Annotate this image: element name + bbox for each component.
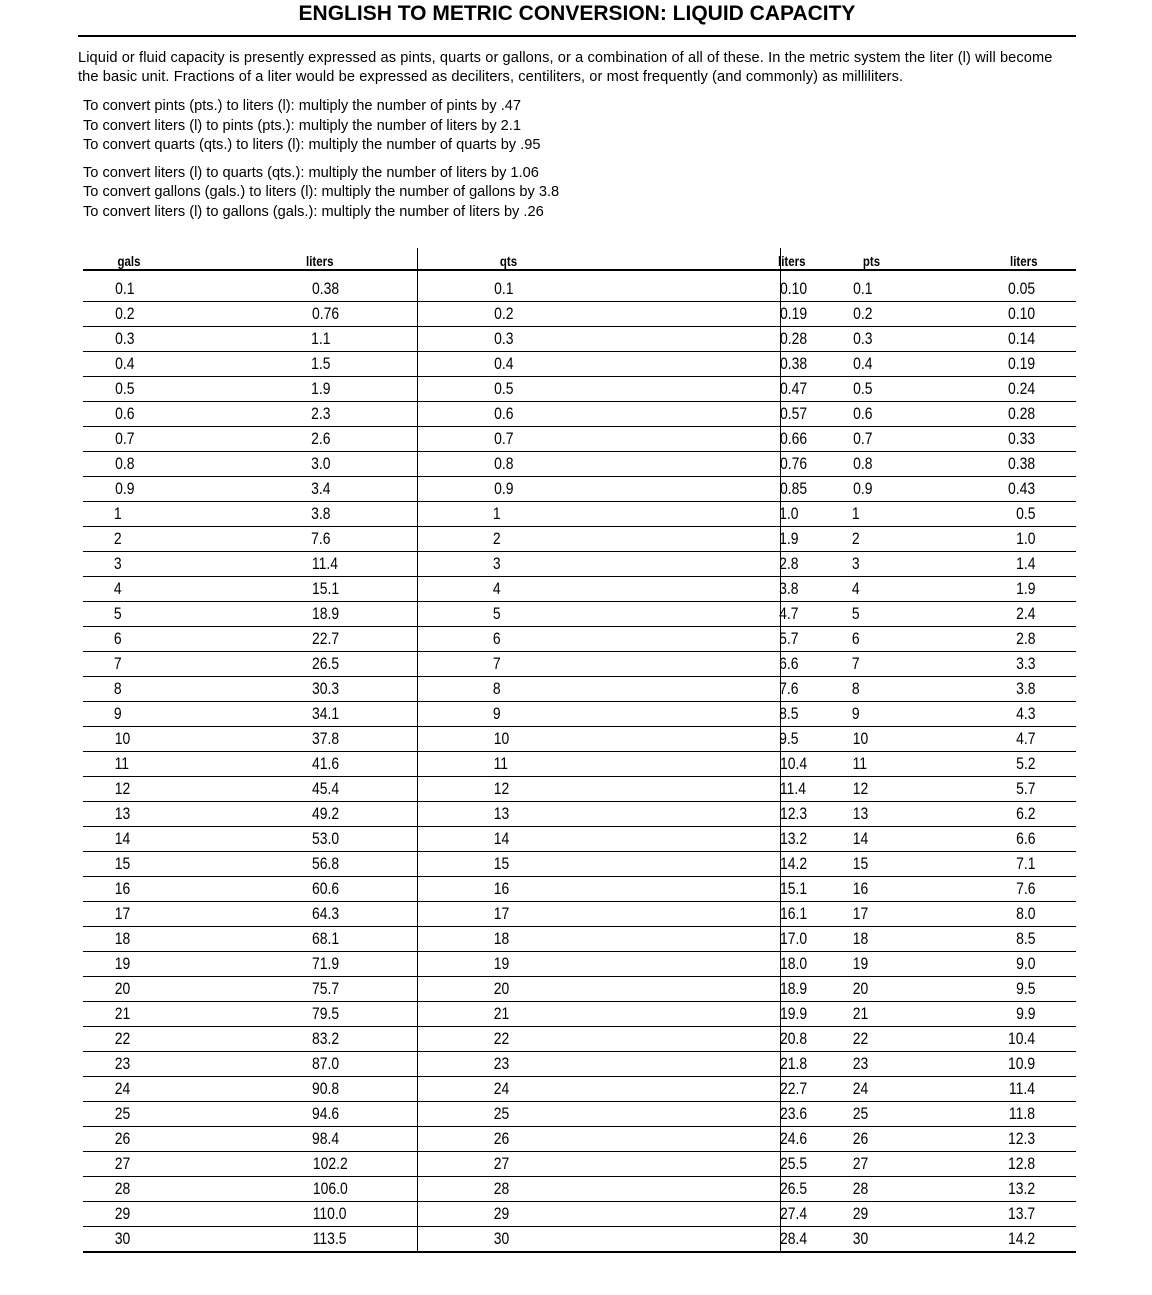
cell-pts: 22 (780, 1027, 920, 1052)
cell-liters-pts: 9.5 (920, 977, 1076, 1002)
cell-liters-gals: 41.6 (183, 752, 417, 777)
cell-gals: 14 (83, 827, 183, 852)
cell-gals: 11 (83, 752, 183, 777)
cell-liters-qts: 0.28 (617, 327, 780, 352)
cell-liters-qts: 14.2 (617, 852, 780, 877)
cell-gals: 18 (83, 927, 183, 952)
table-row (83, 802, 1076, 827)
cell-qts: 0.5 (417, 377, 617, 402)
cell-qts: 0.1 (417, 270, 617, 302)
cell-liters-qts: 0.76 (617, 452, 780, 477)
cell-liters-gals: 71.9 (183, 952, 417, 977)
cell-liters-gals: 0.38 (183, 270, 417, 302)
cell-gals: 6 (83, 627, 183, 652)
cell-gals: 0.4 (83, 352, 183, 377)
cell-pts: 12 (780, 777, 920, 802)
cell-liters-pts: 5.7 (920, 777, 1076, 802)
cell-liters-gals: 90.8 (183, 1077, 417, 1102)
cell-liters-qts: 22.7 (617, 1077, 780, 1102)
cell-liters-qts: 2.8 (617, 552, 780, 577)
conversion-table (83, 248, 1076, 1253)
table-row (83, 352, 1076, 377)
cell-pts: 0.9 (780, 477, 920, 502)
cell-pts: 10 (780, 727, 920, 752)
cell-liters-pts: 12.8 (920, 1152, 1076, 1177)
cell-qts: 22 (417, 1027, 617, 1052)
table-row (83, 502, 1076, 527)
cell-qts: 11 (417, 752, 617, 777)
cell-liters-pts: 0.28 (920, 402, 1076, 427)
cell-liters-pts: 14.2 (920, 1227, 1076, 1253)
table-row (83, 602, 1076, 627)
cell-pts: 0.1 (780, 270, 920, 302)
cell-liters-qts: 19.9 (617, 1002, 780, 1027)
cell-liters-qts: 3.8 (617, 577, 780, 602)
cell-liters-qts: 13.2 (617, 827, 780, 852)
cell-gals: 5 (83, 602, 183, 627)
cell-gals: 28 (83, 1177, 183, 1202)
table-row (83, 977, 1076, 1002)
cell-liters-pts: 9.9 (920, 1002, 1076, 1027)
cell-pts: 15 (780, 852, 920, 877)
cell-liters-gals: 75.7 (183, 977, 417, 1002)
cell-gals: 1 (83, 502, 183, 527)
table-row (83, 1177, 1076, 1202)
cell-liters-gals: 2.6 (183, 427, 417, 452)
cell-liters-gals: 1.1 (183, 327, 417, 352)
rule-gallons-to-liters: To convert gallons (gals.) to liters (l): multiply the number of gallons by 3.8 (83, 184, 560, 200)
cell-liters-qts: 0.10 (617, 270, 780, 302)
cell-gals: 9 (83, 702, 183, 727)
cell-liters-pts: 7.6 (920, 877, 1076, 902)
cell-gals: 15 (83, 852, 183, 877)
cell-pts: 28 (780, 1177, 920, 1202)
cell-liters-gals: 45.4 (183, 777, 417, 802)
conversion-table-container (83, 248, 1076, 1253)
table-row (83, 727, 1076, 752)
cell-pts: 26 (780, 1127, 920, 1152)
table-row (83, 1127, 1076, 1152)
cell-pts: 24 (780, 1077, 920, 1102)
header-qts: qts (417, 248, 617, 270)
cell-gals: 4 (83, 577, 183, 602)
cell-liters-pts: 0.24 (920, 377, 1076, 402)
cell-liters-gals: 37.8 (183, 727, 417, 752)
cell-liters-gals: 53.0 (183, 827, 417, 852)
cell-liters-pts: 3.8 (920, 677, 1076, 702)
cell-liters-qts: 12.3 (617, 802, 780, 827)
table-row (83, 927, 1076, 952)
cell-gals: 29 (83, 1202, 183, 1227)
cell-liters-gals: 56.8 (183, 852, 417, 877)
cell-liters-qts: 4.7 (617, 602, 780, 627)
cell-gals: 30 (83, 1227, 183, 1253)
conversion-rules-group-1 (78, 97, 1076, 156)
cell-gals: 0.2 (83, 302, 183, 327)
cell-qts: 0.6 (417, 402, 617, 427)
cell-qts: 12 (417, 777, 617, 802)
cell-liters-gals: 18.9 (183, 602, 417, 627)
cell-liters-qts: 25.5 (617, 1152, 780, 1177)
cell-liters-gals: 7.6 (183, 527, 417, 552)
cell-liters-gals: 34.1 (183, 702, 417, 727)
cell-qts: 20 (417, 977, 617, 1002)
cell-liters-qts: 18.0 (617, 952, 780, 977)
cell-liters-qts: 7.6 (617, 677, 780, 702)
cell-qts: 4 (417, 577, 617, 602)
cell-liters-gals: 102.2 (183, 1152, 417, 1177)
cell-qts: 0.7 (417, 427, 617, 452)
cell-liters-gals: 1.9 (183, 377, 417, 402)
cell-liters-gals: 15.1 (183, 577, 417, 602)
cell-liters-qts: 16.1 (617, 902, 780, 927)
cell-liters-gals: 1.5 (183, 352, 417, 377)
cell-gals: 21 (83, 1002, 183, 1027)
table-row (83, 427, 1076, 452)
cell-pts: 4 (780, 577, 920, 602)
cell-qts: 6 (417, 627, 617, 652)
table-row (83, 827, 1076, 852)
cell-gals: 0.7 (83, 427, 183, 452)
table-row (83, 752, 1076, 777)
cell-liters-qts: 15.1 (617, 877, 780, 902)
cell-gals: 26 (83, 1127, 183, 1152)
cell-pts: 20 (780, 977, 920, 1002)
cell-gals: 0.5 (83, 377, 183, 402)
intro-paragraph: Liquid or fluid capacity is presently expressed as pints, quarts or gallons, or a combination of all of these. In the metric system the liter (l) will become the basic unit. Fractions of a liter would be expressed as deciliters, centiliters, or most frequently (and commonly) as milliliters. (78, 50, 1053, 85)
table-row (83, 302, 1076, 327)
cell-liters-pts: 8.0 (920, 902, 1076, 927)
rule-liters-to-pints: To convert liters (l) to pints (pts.): multiply the number of liters by 2.1 (83, 117, 521, 134)
header-liters-qts: liters (617, 248, 780, 270)
table-header-row (83, 248, 1076, 270)
header-liters-gals: liters (183, 248, 417, 270)
cell-liters-pts: 0.05 (920, 270, 1076, 302)
cell-liters-qts: 24.6 (617, 1127, 780, 1152)
cell-pts: 13 (780, 802, 920, 827)
table-row (83, 552, 1076, 577)
cell-liters-pts: 1.4 (920, 552, 1076, 577)
cell-liters-pts: 10.4 (920, 1027, 1076, 1052)
title-divider (78, 35, 1076, 37)
cell-liters-qts: 1.0 (617, 502, 780, 527)
cell-gals: 0.6 (83, 402, 183, 427)
cell-liters-gals: 60.6 (183, 877, 417, 902)
cell-gals: 2 (83, 527, 183, 552)
cell-liters-qts: 28.4 (617, 1227, 780, 1253)
page-title: ENGLISH TO METRIC CONVERSION: LIQUID CAPACITY (298, 2, 856, 25)
cell-liters-pts: 7.1 (920, 852, 1076, 877)
cell-liters-pts: 0.43 (920, 477, 1076, 502)
cell-pts: 16 (780, 877, 920, 902)
cell-pts: 1 (780, 502, 920, 527)
cell-liters-pts: 0.19 (920, 352, 1076, 377)
cell-pts: 18 (780, 927, 920, 952)
cell-pts: 0.7 (780, 427, 920, 452)
cell-qts: 30 (417, 1227, 617, 1253)
cell-liters-pts: 0.38 (920, 452, 1076, 477)
cell-pts: 14 (780, 827, 920, 852)
cell-qts: 0.8 (417, 452, 617, 477)
table-row (83, 702, 1076, 727)
cell-liters-pts: 2.4 (920, 602, 1076, 627)
cell-liters-pts: 4.7 (920, 727, 1076, 752)
cell-gals: 27 (83, 1152, 183, 1177)
cell-liters-gals: 79.5 (183, 1002, 417, 1027)
cell-pts: 19 (780, 952, 920, 977)
cell-gals: 16 (83, 877, 183, 902)
header-liters-pts: liters (920, 248, 1076, 270)
table-row (83, 1102, 1076, 1127)
cell-qts: 10 (417, 727, 617, 752)
cell-gals: 3 (83, 552, 183, 577)
cell-pts: 0.3 (780, 327, 920, 352)
cell-liters-pts: 12.3 (920, 1127, 1076, 1152)
cell-liters-qts: 5.7 (617, 627, 780, 652)
table-row (83, 852, 1076, 877)
cell-liters-pts: 2.8 (920, 627, 1076, 652)
cell-qts: 29 (417, 1202, 617, 1227)
cell-liters-qts: 20.8 (617, 1027, 780, 1052)
cell-qts: 0.2 (417, 302, 617, 327)
cell-liters-gals: 64.3 (183, 902, 417, 927)
cell-liters-pts: 11.4 (920, 1077, 1076, 1102)
cell-liters-pts: 6.6 (920, 827, 1076, 852)
cell-liters-gals: 22.7 (183, 627, 417, 652)
cell-liters-gals: 3.4 (183, 477, 417, 502)
cell-qts: 14 (417, 827, 617, 852)
table-row (83, 627, 1076, 652)
table-row (83, 652, 1076, 677)
cell-gals: 23 (83, 1052, 183, 1077)
cell-liters-qts: 6.6 (617, 652, 780, 677)
cell-liters-qts: 9.5 (617, 727, 780, 752)
cell-gals: 25 (83, 1102, 183, 1127)
cell-liters-qts: 10.4 (617, 752, 780, 777)
cell-qts: 0.4 (417, 352, 617, 377)
cell-liters-gals: 83.2 (183, 1027, 417, 1052)
cell-liters-pts: 9.0 (920, 952, 1076, 977)
cell-gals: 19 (83, 952, 183, 977)
table-row (83, 477, 1076, 502)
cell-qts: 27 (417, 1152, 617, 1177)
rule-pints-to-liters: To convert pints (pts.) to liters (l): multiply the number of pints by .47 (83, 98, 521, 114)
cell-liters-pts: 13.7 (920, 1202, 1076, 1227)
table-row (83, 777, 1076, 802)
table-row (83, 1202, 1076, 1227)
cell-gals: 22 (83, 1027, 183, 1052)
cell-liters-gals: 98.4 (183, 1127, 417, 1152)
cell-liters-pts: 4.3 (920, 702, 1076, 727)
table-row (83, 1052, 1076, 1077)
cell-liters-pts: 0.33 (920, 427, 1076, 452)
cell-gals: 8 (83, 677, 183, 702)
cell-pts: 0.6 (780, 402, 920, 427)
table-row (83, 270, 1076, 302)
cell-liters-pts: 11.8 (920, 1102, 1076, 1127)
cell-pts: 27 (780, 1152, 920, 1177)
cell-pts: 21 (780, 1002, 920, 1027)
cell-liters-qts: 0.85 (617, 477, 780, 502)
cell-gals: 0.9 (83, 477, 183, 502)
cell-qts: 7 (417, 652, 617, 677)
header-gals: gals (83, 248, 183, 270)
cell-pts: 0.5 (780, 377, 920, 402)
cell-liters-qts: 23.6 (617, 1102, 780, 1127)
cell-qts: 13 (417, 802, 617, 827)
table-row (83, 577, 1076, 602)
cell-gals: 0.3 (83, 327, 183, 352)
cell-qts: 28 (417, 1177, 617, 1202)
cell-liters-gals: 3.0 (183, 452, 417, 477)
cell-liters-qts: 26.5 (617, 1177, 780, 1202)
cell-pts: 0.8 (780, 452, 920, 477)
cell-liters-pts: 0.14 (920, 327, 1076, 352)
cell-pts: 0.4 (780, 352, 920, 377)
cell-qts: 0.3 (417, 327, 617, 352)
cell-liters-qts: 1.9 (617, 527, 780, 552)
cell-liters-qts: 18.9 (617, 977, 780, 1002)
cell-liters-gals: 113.5 (183, 1227, 417, 1253)
cell-liters-gals: 94.6 (183, 1102, 417, 1127)
cell-liters-gals: 106.0 (183, 1177, 417, 1202)
cell-gals: 10 (83, 727, 183, 752)
cell-pts: 6 (780, 627, 920, 652)
cell-qts: 18 (417, 927, 617, 952)
cell-qts: 8 (417, 677, 617, 702)
cell-liters-gals: 0.76 (183, 302, 417, 327)
cell-liters-gals: 110.0 (183, 1202, 417, 1227)
cell-liters-qts: 27.4 (617, 1202, 780, 1227)
table-row (83, 1077, 1076, 1102)
cell-qts: 17 (417, 902, 617, 927)
cell-liters-pts: 6.2 (920, 802, 1076, 827)
document-page (78, 0, 1076, 222)
cell-pts: 11 (780, 752, 920, 777)
cell-liters-gals: 3.8 (183, 502, 417, 527)
cell-liters-gals: 87.0 (183, 1052, 417, 1077)
cell-liters-pts: 3.3 (920, 652, 1076, 677)
cell-liters-pts: 13.2 (920, 1177, 1076, 1202)
cell-liters-gals: 30.3 (183, 677, 417, 702)
cell-pts: 29 (780, 1202, 920, 1227)
table-row (83, 327, 1076, 352)
conversion-rules-group-2 (78, 164, 1076, 223)
cell-pts: 25 (780, 1102, 920, 1127)
cell-qts: 23 (417, 1052, 617, 1077)
cell-qts: 5 (417, 602, 617, 627)
cell-liters-pts: 0.5 (920, 502, 1076, 527)
cell-liters-qts: 21.8 (617, 1052, 780, 1077)
cell-qts: 24 (417, 1077, 617, 1102)
cell-liters-qts: 0.57 (617, 402, 780, 427)
cell-liters-qts: 0.38 (617, 352, 780, 377)
table-row (83, 377, 1076, 402)
cell-qts: 26 (417, 1127, 617, 1152)
table-row (83, 527, 1076, 552)
cell-liters-gals: 2.3 (183, 402, 417, 427)
table-row (83, 1227, 1076, 1253)
cell-qts: 19 (417, 952, 617, 977)
cell-liters-pts: 10.9 (920, 1052, 1076, 1077)
cell-liters-gals: 11.4 (183, 552, 417, 577)
cell-gals: 12 (83, 777, 183, 802)
table-row (83, 452, 1076, 477)
cell-liters-pts: 0.10 (920, 302, 1076, 327)
table-body (83, 270, 1076, 1252)
cell-pts: 8 (780, 677, 920, 702)
cell-liters-gals: 49.2 (183, 802, 417, 827)
cell-pts: 23 (780, 1052, 920, 1077)
cell-gals: 17 (83, 902, 183, 927)
cell-pts: 0.2 (780, 302, 920, 327)
cell-gals: 0.1 (83, 270, 183, 302)
table-row (83, 402, 1076, 427)
cell-liters-qts: 0.47 (617, 377, 780, 402)
cell-qts: 21 (417, 1002, 617, 1027)
cell-liters-pts: 8.5 (920, 927, 1076, 952)
cell-liters-qts: 17.0 (617, 927, 780, 952)
cell-liters-qts: 11.4 (617, 777, 780, 802)
cell-liters-pts: 1.0 (920, 527, 1076, 552)
rule-liters-to-gallons: To convert liters (l) to gallons (gals.): multiply the number of liters by .26 (83, 203, 544, 220)
cell-gals: 0.8 (83, 452, 183, 477)
cell-liters-qts: 0.66 (617, 427, 780, 452)
cell-gals: 24 (83, 1077, 183, 1102)
cell-gals: 20 (83, 977, 183, 1002)
cell-liters-qts: 0.19 (617, 302, 780, 327)
cell-pts: 9 (780, 702, 920, 727)
cell-pts: 30 (780, 1227, 920, 1253)
cell-qts: 2 (417, 527, 617, 552)
cell-pts: 2 (780, 527, 920, 552)
cell-qts: 1 (417, 502, 617, 527)
cell-pts: 5 (780, 602, 920, 627)
table-row (83, 1152, 1076, 1177)
table-row (83, 877, 1076, 902)
table-row (83, 902, 1076, 927)
table-row (83, 1002, 1076, 1027)
rule-liters-to-quarts: To convert liters (l) to quarts (qts.): multiply the number of liters by 1.06 (83, 164, 539, 181)
cell-qts: 16 (417, 877, 617, 902)
cell-liters-gals: 68.1 (183, 927, 417, 952)
cell-qts: 9 (417, 702, 617, 727)
table-row (83, 677, 1076, 702)
cell-qts: 25 (417, 1102, 617, 1127)
cell-gals: 7 (83, 652, 183, 677)
cell-liters-qts: 8.5 (617, 702, 780, 727)
cell-qts: 15 (417, 852, 617, 877)
table-row (83, 1027, 1076, 1052)
cell-pts: 7 (780, 652, 920, 677)
cell-qts: 0.9 (417, 477, 617, 502)
cell-pts: 3 (780, 552, 920, 577)
header-pts: pts (780, 248, 920, 270)
cell-liters-gals: 26.5 (183, 652, 417, 677)
cell-gals: 13 (83, 802, 183, 827)
table-row (83, 952, 1076, 977)
cell-liters-pts: 1.9 (920, 577, 1076, 602)
cell-liters-pts: 5.2 (920, 752, 1076, 777)
cell-qts: 3 (417, 552, 617, 577)
cell-pts: 17 (780, 902, 920, 927)
rule-quarts-to-liters: To convert quarts (qts.) to liters (l): multiply the number of quarts by .95 (83, 137, 541, 153)
